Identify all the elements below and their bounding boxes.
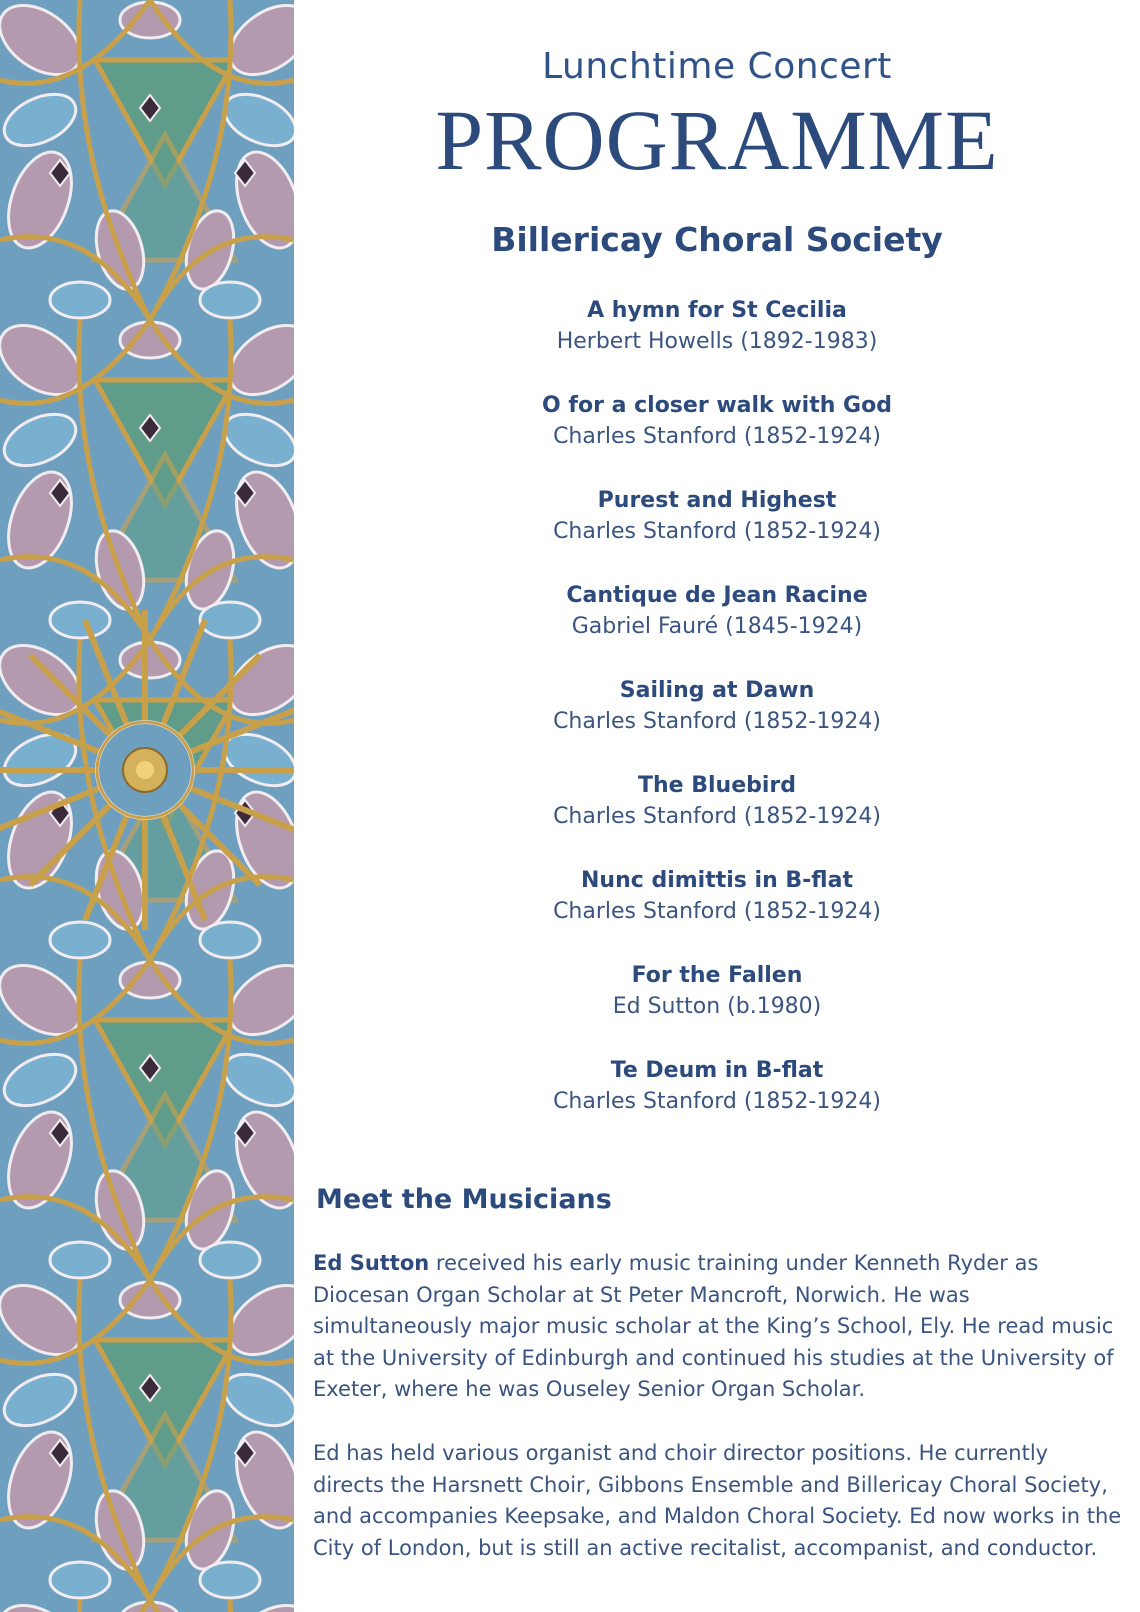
bio-paragraph-1-text: received his early music training under Kenneth Ryder as Diocesan Organ Scholar at St Peter Mancroft, Norwich. He was simultaneously major music scholar at the King’s School, Ely. He read music at the University of Edinburgh and continued his studies at the University of Exeter, where he was Ouseley Senior Organ Scholar. — [313, 1251, 1114, 1401]
programme-title: PROGRAMME — [435, 92, 999, 188]
programme-item — [294, 961, 1140, 1056]
piece-composer: Charles Stanford (1852-1924) — [553, 709, 881, 734]
programme-item — [294, 391, 1140, 486]
bio-name: Ed Sutton — [313, 1251, 430, 1275]
programme-item — [294, 866, 1140, 961]
piece-composer: Charles Stanford (1852-1924) — [553, 1089, 881, 1114]
programme-item — [294, 581, 1140, 676]
piece-title: Purest and Highest — [597, 488, 837, 513]
piece-title: Sailing at Dawn — [619, 678, 815, 703]
piece-composer: Herbert Howells (1892-1983) — [556, 329, 878, 354]
bio-paragraph-2: Ed has held various organist and choir director positions. He currently directs the Harsnett Choir, Gibbons Ensemble and Billericay Choral Society, and accompanies Keepsake, and Maldon Choral Society. Ed now works in the City of London, but is still an active recitalist, accompanist, and conductor. — [313, 1441, 1122, 1560]
piece-title: O for a closer walk with God — [542, 393, 892, 418]
programme-content — [294, 0, 1140, 1612]
programme-list — [294, 296, 1140, 1151]
decorative-rose-window-pattern — [0, 0, 294, 1612]
piece-composer: Charles Stanford (1852-1924) — [553, 899, 881, 924]
bio-paragraph-1 — [313, 1248, 1123, 1406]
piece-composer: Charles Stanford (1852-1924) — [553, 519, 881, 544]
piece-title: Nunc dimittis in B-flat — [581, 868, 853, 893]
piece-title: Te Deum in B-flat — [610, 1058, 824, 1083]
piece-composer: Charles Stanford (1852-1924) — [553, 424, 881, 449]
choir-name: Billericay Choral Society — [491, 220, 943, 259]
piece-title: The Bluebird — [637, 773, 797, 798]
programme-item — [294, 296, 1140, 391]
musicians-heading: Meet the Musicians — [316, 1184, 612, 1215]
programme-item — [294, 486, 1140, 581]
piece-title: A hymn for St Cecilia — [587, 298, 847, 323]
piece-composer: Ed Sutton (b.1980) — [612, 994, 822, 1019]
programme-item — [294, 1056, 1140, 1151]
piece-title: Cantique de Jean Racine — [566, 583, 868, 608]
piece-title: For the Fallen — [631, 963, 803, 988]
piece-composer: Gabriel Fauré (1845-1924) — [571, 614, 863, 639]
concert-subtitle: Lunchtime Concert — [542, 46, 892, 87]
programme-item — [294, 771, 1140, 866]
programme-item — [294, 676, 1140, 771]
piece-composer: Charles Stanford (1852-1924) — [553, 804, 881, 829]
